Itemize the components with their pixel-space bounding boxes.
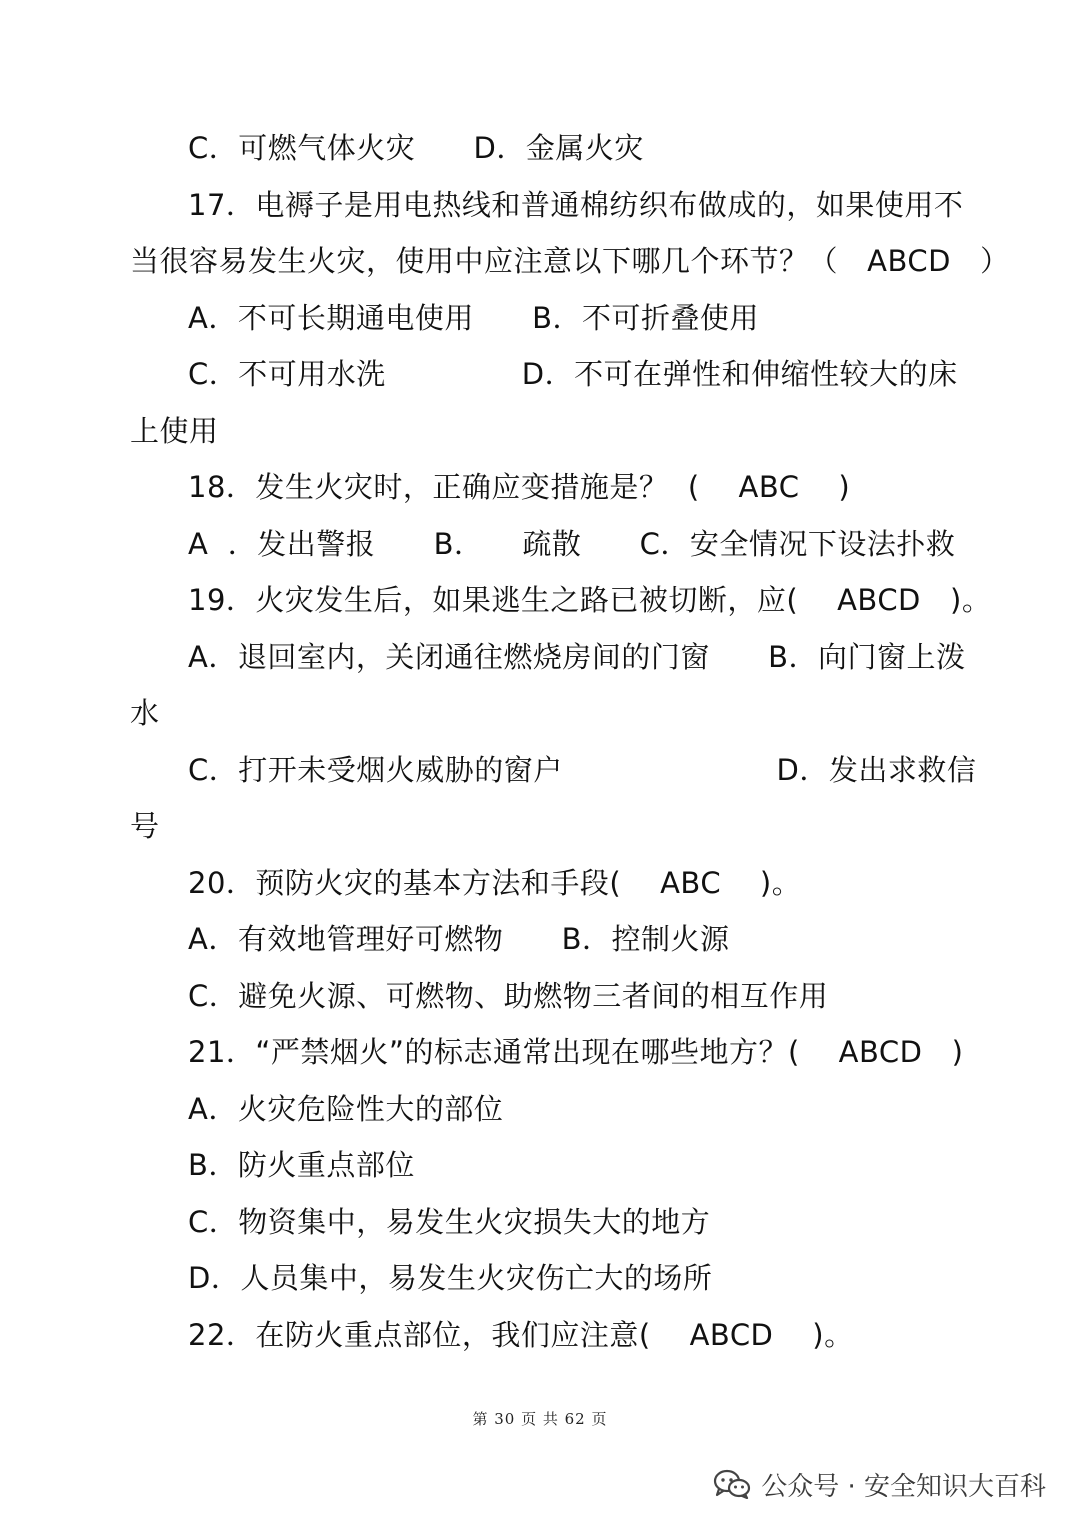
text-line: A．不可长期通电使用 B．不可折叠使用	[188, 301, 760, 335]
text-line: 22．在防火重点部位，我们应注意( ABCD )。	[188, 1318, 854, 1352]
text-line: 20．预防火灾的基本方法和手段( ABC )。	[188, 866, 802, 900]
text-line: 18．发生火灾时，正确应变措施是？ ( ABC )	[188, 470, 851, 504]
text-line: 号	[130, 809, 160, 843]
text-line: A．火灾危险性大的部位	[188, 1092, 504, 1126]
text-line: C．可燃气体火灾 D．金属火灾	[188, 131, 644, 165]
text-line: C．物资集中，易发生火灾损失大的地方	[188, 1205, 711, 1239]
text-line: A．退回室内，关闭通往燃烧房间的门窗 B．向门窗上泼	[188, 640, 966, 674]
watermark	[713, 1464, 1046, 1504]
text-line: 水	[130, 696, 160, 730]
text-line: 21．“严禁烟火”的标志通常出现在哪些地方？( ABCD )	[188, 1035, 964, 1069]
text-line: C．避免火源、可燃物、助燃物三者间的相互作用	[188, 979, 829, 1013]
text-line: 17．电褥子是用电热线和普通棉纺织布做成的，如果使用不	[188, 188, 964, 222]
text-line: C．打开未受烟火威胁的窗户 D．发出求救信	[188, 753, 977, 787]
text-line: B．防火重点部位	[188, 1148, 415, 1182]
text-line: 上使用	[130, 414, 219, 448]
text-line: 19．火灾发生后，如果逃生之路已被切断，应( ABCD )。	[188, 583, 992, 617]
text-line: C．不可用水洗 D．不可在弹性和伸缩性较大的床	[188, 357, 958, 391]
text-line: A ．发出警报 B． 疏散 C．安全情况下设法扑救	[188, 527, 956, 561]
text-line: A．有效地管理好可燃物 B．控制火源	[188, 922, 730, 956]
watermark-text: 公众号 · 安全知识大百科	[761, 1471, 1046, 1502]
wechat-icon	[713, 1469, 751, 1499]
page-footer: 第 30 页 共 62 页	[472, 1410, 608, 1428]
text-line: 当很容易发生火灾，使用中应注意以下哪几个环节？（ ABCD ）	[130, 244, 1010, 278]
text-line: D．人员集中，易发生火灾伤亡大的场所	[188, 1261, 713, 1295]
